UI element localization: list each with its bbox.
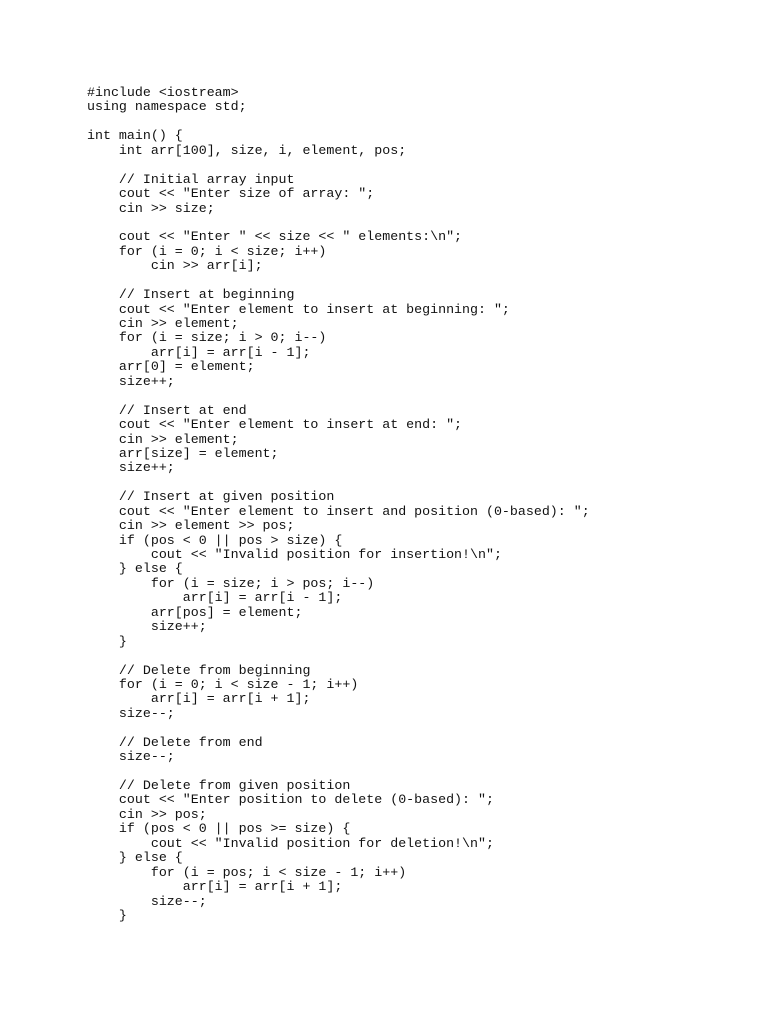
code-line: for (i = size; i > 0; i--): [87, 330, 327, 346]
code-line: cout << "Enter element to insert and position (0-based): ";: [87, 503, 590, 519]
code-line: [87, 765, 590, 779]
code-line: cin >> size;: [87, 200, 215, 216]
code-line: [87, 476, 590, 490]
code-line: // Delete from given position: [87, 778, 351, 793]
code-line: arr[pos] = element;: [87, 604, 303, 620]
code-line: size--;: [87, 705, 175, 721]
code-line: cin >> element >> pos;: [87, 518, 295, 534]
code-line: for (i = 0; i < size; i++): [87, 243, 327, 259]
code-line: cout << "Enter element to insert at beginning: ";: [87, 301, 510, 317]
code-line: if (pos < 0 || pos > size) {: [87, 532, 343, 548]
code-line: [87, 649, 590, 663]
code-line: } else {: [87, 850, 183, 866]
code-listing: [87, 86, 590, 923]
code-line: size--;: [87, 893, 207, 909]
code-line: [87, 216, 590, 230]
code-line: cin >> element;: [87, 431, 239, 447]
code-line: arr[i] = arr[i + 1];: [87, 879, 343, 895]
code-line: arr[0] = element;: [87, 359, 255, 375]
code-line: [87, 115, 590, 129]
code-line: cout << "Enter size of array: ";: [87, 186, 375, 202]
code-line: arr[i] = arr[i - 1];: [87, 590, 343, 606]
code-line: size--;: [87, 749, 175, 765]
code-line: int arr[100], size, i, element, pos;: [87, 142, 407, 158]
code-line: // Insert at beginning: [87, 287, 295, 303]
code-line: #include <iostream>: [87, 85, 239, 100]
code-line: [87, 389, 590, 403]
code-line: [87, 721, 590, 735]
code-line: [87, 158, 590, 172]
code-line: cout << "Enter position to delete (0-based): ";: [87, 792, 494, 808]
code-line: size++;: [87, 373, 175, 389]
code-line: for (i = size; i > pos; i--): [87, 575, 375, 591]
code-line: for (i = 0; i < size - 1; i++): [87, 676, 359, 692]
code-line: // Delete from beginning: [87, 662, 311, 678]
code-line: for (i = pos; i < size - 1; i++): [87, 864, 407, 880]
code-line: cin >> pos;: [87, 806, 207, 822]
code-line: [87, 274, 590, 288]
code-line: cin >> arr[i];: [87, 258, 263, 274]
code-line: size++;: [87, 460, 175, 476]
code-line: // Insert at given position: [87, 489, 335, 505]
code-line: // Insert at end: [87, 402, 247, 418]
code-line: arr[i] = arr[i + 1];: [87, 691, 311, 707]
code-line: }: [87, 633, 127, 649]
code-line: arr[size] = element;: [87, 445, 279, 461]
code-line: arr[i] = arr[i - 1];: [87, 344, 311, 360]
code-line: } else {: [87, 561, 183, 577]
code-line: if (pos < 0 || pos >= size) {: [87, 821, 351, 837]
code-line: // Delete from end: [87, 734, 263, 750]
code-line: size++;: [87, 619, 207, 635]
code-line: cin >> element;: [87, 316, 239, 331]
code-line: cout << "Invalid position for deletion!\n";: [87, 835, 494, 851]
code-line: // Initial array input: [87, 171, 295, 187]
code-line: cout << "Enter element to insert at end: ";: [87, 417, 463, 433]
code-line: int main() {: [87, 128, 183, 144]
code-line: }: [87, 907, 127, 923]
code-line: cout << "Enter " << size << " elements:\n";: [87, 229, 463, 245]
code-line: using namespace std;: [87, 99, 247, 115]
code-line: cout << "Invalid position for insertion!\n";: [87, 547, 502, 562]
